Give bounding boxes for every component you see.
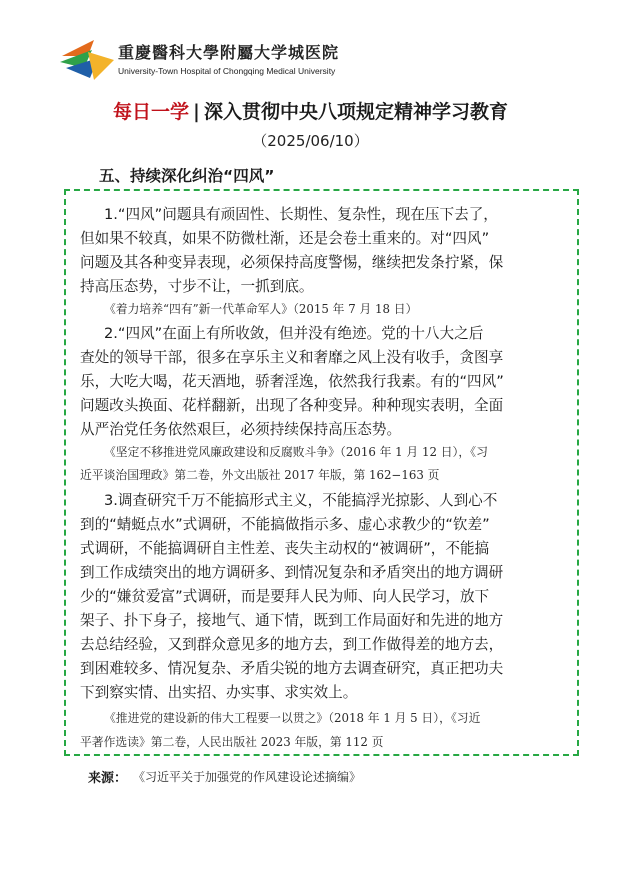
source-text: 《习近平关于加强党的作风建设论述摘编》 bbox=[133, 770, 362, 784]
citation-2-line-2: 近平谈治国理政》第二卷，外文出版社 2017 年版，第 162−163 页 bbox=[80, 468, 440, 482]
paragraph-3-line-9: 下到察实情、出实招、办实事、求实效上。 bbox=[80, 684, 358, 701]
paragraph-1-line-3: 问题及其各种变异表现，必须保持高度警惕，继续把发条拧紧，保 bbox=[80, 254, 504, 271]
citation-1-line-1: 《着力培养“四有”新一代革命军人》（2015 年 7 月 18 日） bbox=[104, 302, 418, 316]
paragraph-3-line-8: 到困难较多、情况复杂、矛盾尖锐的地方去调查研究，真正把功夫 bbox=[80, 660, 504, 677]
paragraph-1-line-4: 持高压态势，寸步不让，一抓到底。 bbox=[80, 278, 314, 295]
paragraph-3-line-4: 到工作成绩突出的地方调研多、到情况复杂和矛盾突出的地方调研 bbox=[80, 564, 504, 581]
section-heading: 五、持续深化纠治“四风” bbox=[99, 167, 275, 185]
paragraph-2-line-2: 查处的领导干部，很多在享乐主义和奢靡之风上没有收手，贪图享 bbox=[80, 349, 504, 366]
page-title bbox=[0, 97, 621, 124]
hospital-header bbox=[58, 38, 378, 88]
title-separator: | bbox=[193, 101, 200, 123]
issue-date: （2025/06/10） bbox=[252, 132, 369, 150]
hospital-name-cn: 重慶醫科大學附屬大学城医院 bbox=[118, 43, 340, 62]
citation-3-line-1: 《推进党的建设新的伟大工程要一以贯之》（2018 年 1 月 5 日），《习近 bbox=[104, 711, 481, 725]
hospital-name-en: University-Town Hospital of Chongqing Medical University bbox=[118, 66, 336, 76]
paragraph-2-line-1: 2.“四风”在面上有所收敛，但并没有绝迹。党的十八大之后 bbox=[104, 325, 484, 342]
paragraph-3-line-3: 式调研，不能搞调研自主性差、丧失主动权的“被调研”，不能搞 bbox=[80, 540, 490, 557]
citation-3-line-2: 平著作选读》第二卷，人民出版社 2023 年版，第 112 页 bbox=[80, 735, 384, 749]
paragraph-1-line-2: 但如果不较真，如果不防微杜渐，还是会卷土重来的。对“四风” bbox=[80, 230, 490, 247]
title-daily-study: 每日一学 bbox=[113, 101, 190, 123]
paragraph-3-line-1: 3.调查研究千万不能搞形式主义，不能搞浮光掠影、人到心不 bbox=[104, 492, 498, 509]
citation-2-line-1: 《坚定不移推进党风廉政建设和反腐败斗争》（2016 年 1 月 12 日），《习 bbox=[104, 445, 488, 459]
hospital-logo-icon bbox=[58, 38, 116, 82]
source-label: 来源： bbox=[88, 771, 128, 786]
paragraph-1-line-1: 1.“四风”问题具有顽固性、长期性、复杂性，现在压下去了， bbox=[104, 206, 498, 223]
paragraph-3-line-7: 去总结经验，又到群众意见多的地方去，到工作做得差的地方去， bbox=[80, 636, 504, 653]
title-main: 深入贯彻中央八项规定精神学习教育 bbox=[203, 101, 508, 123]
paragraph-2-line-4: 问题改头换面、花样翻新，出现了各种变异。种种现实表明，全面 bbox=[80, 397, 504, 414]
paragraph-3-line-2: 到的“蜻蜓点水”式调研，不能搞做指示多、虚心求教少的“钦差” bbox=[80, 516, 490, 533]
paragraph-3-line-6: 架子、扑下身子，接地气、通下情，既到工作局面好和先进的地方 bbox=[80, 612, 504, 629]
paragraph-3-line-5: 少的“嫌贫爱富”式调研，而是要拜人民为师、向人民学习，放下 bbox=[80, 588, 490, 605]
paragraph-2-line-3: 乐，大吃大喝，花天酒地，骄奢淫逸，依然我行我素。有的“四风” bbox=[80, 373, 504, 390]
paragraph-2-line-5: 从严治党任务依然艰巨，必须持续保持高压态势。 bbox=[80, 421, 402, 438]
